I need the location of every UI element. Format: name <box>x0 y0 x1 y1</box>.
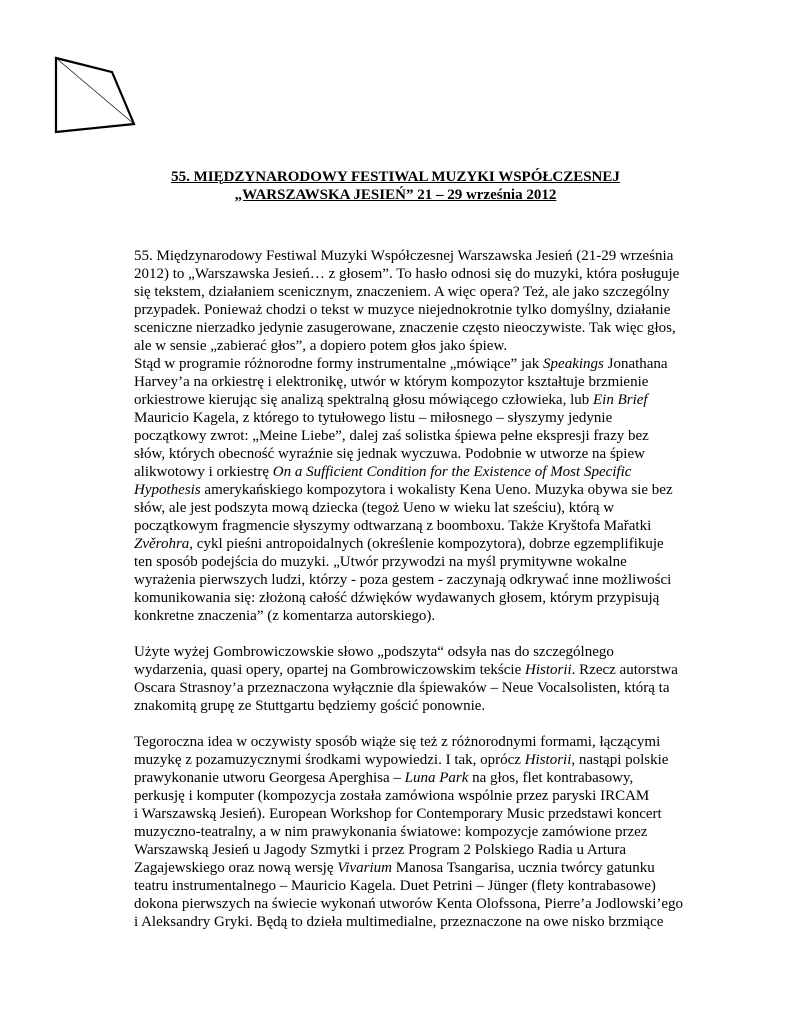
italic-title: Vivarium <box>337 860 392 876</box>
italic-title: Ein Brief <box>593 392 648 408</box>
text-run: muzykę z pozamuzycznymi środkami wypowiedzi. I tak, oprócz <box>134 752 525 768</box>
italic-title: Historii <box>524 662 572 678</box>
text-run: , cykl pieśni antropoidalnych (określenie kompozytora), dobrze egzemplifikuje <box>189 536 664 552</box>
text-run: Manosa Tsangarisa, ucznia twórcy gatunku <box>391 860 655 876</box>
italic-title: Historii <box>524 752 572 768</box>
text-run: Zagajewskiego oraz nową wersję <box>134 860 338 876</box>
text-run: Jonathana <box>603 356 668 372</box>
text-run: znakomitą grupę ze Stuttgartu będziemy gościć ponownie. <box>134 698 486 714</box>
text-run: prawykonanie utworu Georgesa Aperghisa – <box>134 770 405 786</box>
text-run: słów, których obecność wyraźnie się jednak wyczuwa. Podobnie w utworze na śpiew <box>134 446 645 462</box>
text-line <box>134 427 674 445</box>
text-run: Harvey’a na orkiestrę i elektronikę, utwór w którym kompozytor kształtuje brzmienie <box>134 374 649 390</box>
text-line <box>134 553 674 571</box>
text-run: 2012) to „Warszawska Jesień… z głosem”. To hasło odnosi się do muzyki, która posługuje <box>134 266 680 282</box>
text-run: Warszawską Jesień u Jagody Szmytki i przez Program 2 Polskiego Radia u Artura <box>134 842 627 858</box>
text-line <box>134 301 674 319</box>
paragraph <box>134 247 680 625</box>
text-run: 55. Międzynarodowy Festiwal Muzyki Współczesnej Warszawska Jesień (21-29 września <box>134 248 674 264</box>
text-run: początkowym fragmencie słyszymy odtwarzaną z boomboxu. Także Kryštofa Mařatki <box>134 518 652 534</box>
text-line <box>134 319 674 337</box>
text-run: orkiestrowe kierując się analizą spektralną głosu mówiącego człowieka, lub <box>134 392 593 408</box>
text-line <box>134 859 674 877</box>
text-line <box>134 697 674 715</box>
text-line <box>134 661 678 679</box>
text-line <box>134 517 674 535</box>
text-run: . Rzecz autorstwa <box>571 662 678 678</box>
text-run: ten sposób podejścia do muzyki. „Utwór przywodzi na myśl prymitywne wokalne <box>134 554 627 570</box>
text-run: na głos, flet kontrabasowy, <box>468 770 634 786</box>
text-run: , nastąpi polskie <box>571 752 669 768</box>
text-run: Tegoroczna idea w oczywisty sposób wiąże się też z różnorodnymi formami, łączącymi <box>134 734 661 750</box>
paragraph-gap <box>134 625 674 643</box>
italic-title: Luna Park <box>404 770 469 786</box>
paragraph <box>134 733 684 931</box>
text-run: konkretne znaczenia” (z komentarza autorskiego). <box>134 608 436 624</box>
text-run: słów, ale jest podszyta mową dziecka (tegoż Ueno w wieku lat sześciu), którą w <box>134 500 615 516</box>
text-run: wyrażenia pierwszych ludzi, którzy - poza gestem - zaczynają odkrywać inne możliwości <box>134 572 672 588</box>
text-run: Stąd w programie różnorodne formy instrumentalne „mówiące” jak <box>134 356 544 372</box>
text-line <box>134 751 674 769</box>
text-line <box>134 265 680 283</box>
text-run: przypadek. Ponieważ chodzi o tekst w muzyce niejednokrotnie tylko domyślny, działanie <box>134 302 671 318</box>
text-line <box>134 607 674 625</box>
italic-title: Speakings <box>543 356 604 372</box>
text-run: Oscara Strasnoy’a przeznaczona wyłącznie dla śpiewaków – Neue Vocalsolisten, którą ta <box>134 680 670 696</box>
text-line <box>134 769 674 787</box>
text-line <box>134 463 674 481</box>
document-body <box>134 247 684 931</box>
text-run: Mauricio Kagela, z którego to tytułowego listu – miłosnego – słyszymy jedynie <box>134 410 613 426</box>
text-run: się tekstem, działaniem scenicznym, znaczeniem. A więc opera? Też, ale jako szczególny <box>134 284 670 300</box>
text-run: komunikowania się: złożoną całość dźwięków wydawanych głosem, którym przypisują <box>134 590 660 606</box>
text-run: i Aleksandry Gryki. Będą to dzieła multimedialne, przeznaczone na owe nisko brzmiące <box>134 914 664 930</box>
text-run: ale w sensie „zabierać głos”, a dopiero potem głos jako śpiew. <box>134 338 508 354</box>
text-line <box>134 409 674 427</box>
italic-title: Zvěrohra <box>134 536 190 552</box>
paragraph-gap <box>134 715 674 733</box>
text-line <box>134 337 674 355</box>
paragraph <box>134 643 678 715</box>
title-line-1: 55. MIĘDZYNARODOWY FESTIWAL MUZYKI WSPÓŁCZESNEJ <box>171 169 620 185</box>
title-line-2: „WARSZAWSKA JESIEŃ” 21 – 29 września 2012 <box>234 187 557 203</box>
text-run: muzyczno-teatralny, a w nim prawykonania światowe: kompozycje zamówione przez <box>134 824 648 840</box>
festival-logo <box>54 56 136 134</box>
text-line <box>134 913 674 931</box>
text-line <box>134 787 674 805</box>
italic-title: On a Sufficient Condition for the Existence of Most Specific <box>272 464 632 480</box>
text-run: początkowy zwrot: „Meine Liebe”, dalej zaś solistka śpiewa pełne ekspresji frazy bez <box>134 428 649 444</box>
text-line <box>134 499 674 517</box>
document-title <box>0 168 791 204</box>
text-run: teatru instrumentalnego – Mauricio Kagela. Duet Petrini – Jünger (flety kontrabasowe) <box>134 878 656 894</box>
text-line <box>134 283 674 301</box>
text-run: Użyte wyżej Gombrowiczowskie słowo „podszyta“ odsyła nas do szczególnego <box>134 644 614 660</box>
text-run: i Warszawską Jesień). European Workshop for Contemporary Music przedstawi koncert <box>134 806 662 822</box>
text-run: dokona pierwszych na świecie wykonań utworów Kenta Olofssona, Pierre’a Jodlowski’ego <box>134 896 684 912</box>
text-line <box>134 535 674 553</box>
text-line <box>134 877 674 895</box>
text-line <box>134 895 684 913</box>
text-line <box>134 481 674 499</box>
text-line <box>134 589 674 607</box>
text-line <box>134 247 674 265</box>
italic-title: Hypothesis <box>134 482 201 498</box>
text-line <box>134 823 674 841</box>
text-line <box>134 355 674 373</box>
text-line <box>134 373 674 391</box>
text-line <box>134 445 674 463</box>
text-line <box>134 391 674 409</box>
text-run: amerykańskiego kompozytora i wokalisty Kena Ueno. Muzyka obywa sie bez <box>200 482 673 498</box>
text-run: sceniczne nierzadko jedynie zasugerowane, znaczenie często nieoczywiste. Tak więc głos, <box>134 320 676 336</box>
text-line <box>134 571 674 589</box>
text-line <box>134 679 674 697</box>
text-line <box>134 841 674 859</box>
text-run: perkusję i komputer (kompozycja została zamówiona wspólnie przez paryski IRCAM <box>134 788 650 804</box>
text-line <box>134 733 674 751</box>
text-run: wydarzenia, quasi opery, opartej na Gombrowiczowskim tekście <box>134 662 525 678</box>
text-run: alikwotowy i orkiestrę <box>134 464 273 480</box>
text-line <box>134 805 674 823</box>
text-line <box>134 643 674 661</box>
